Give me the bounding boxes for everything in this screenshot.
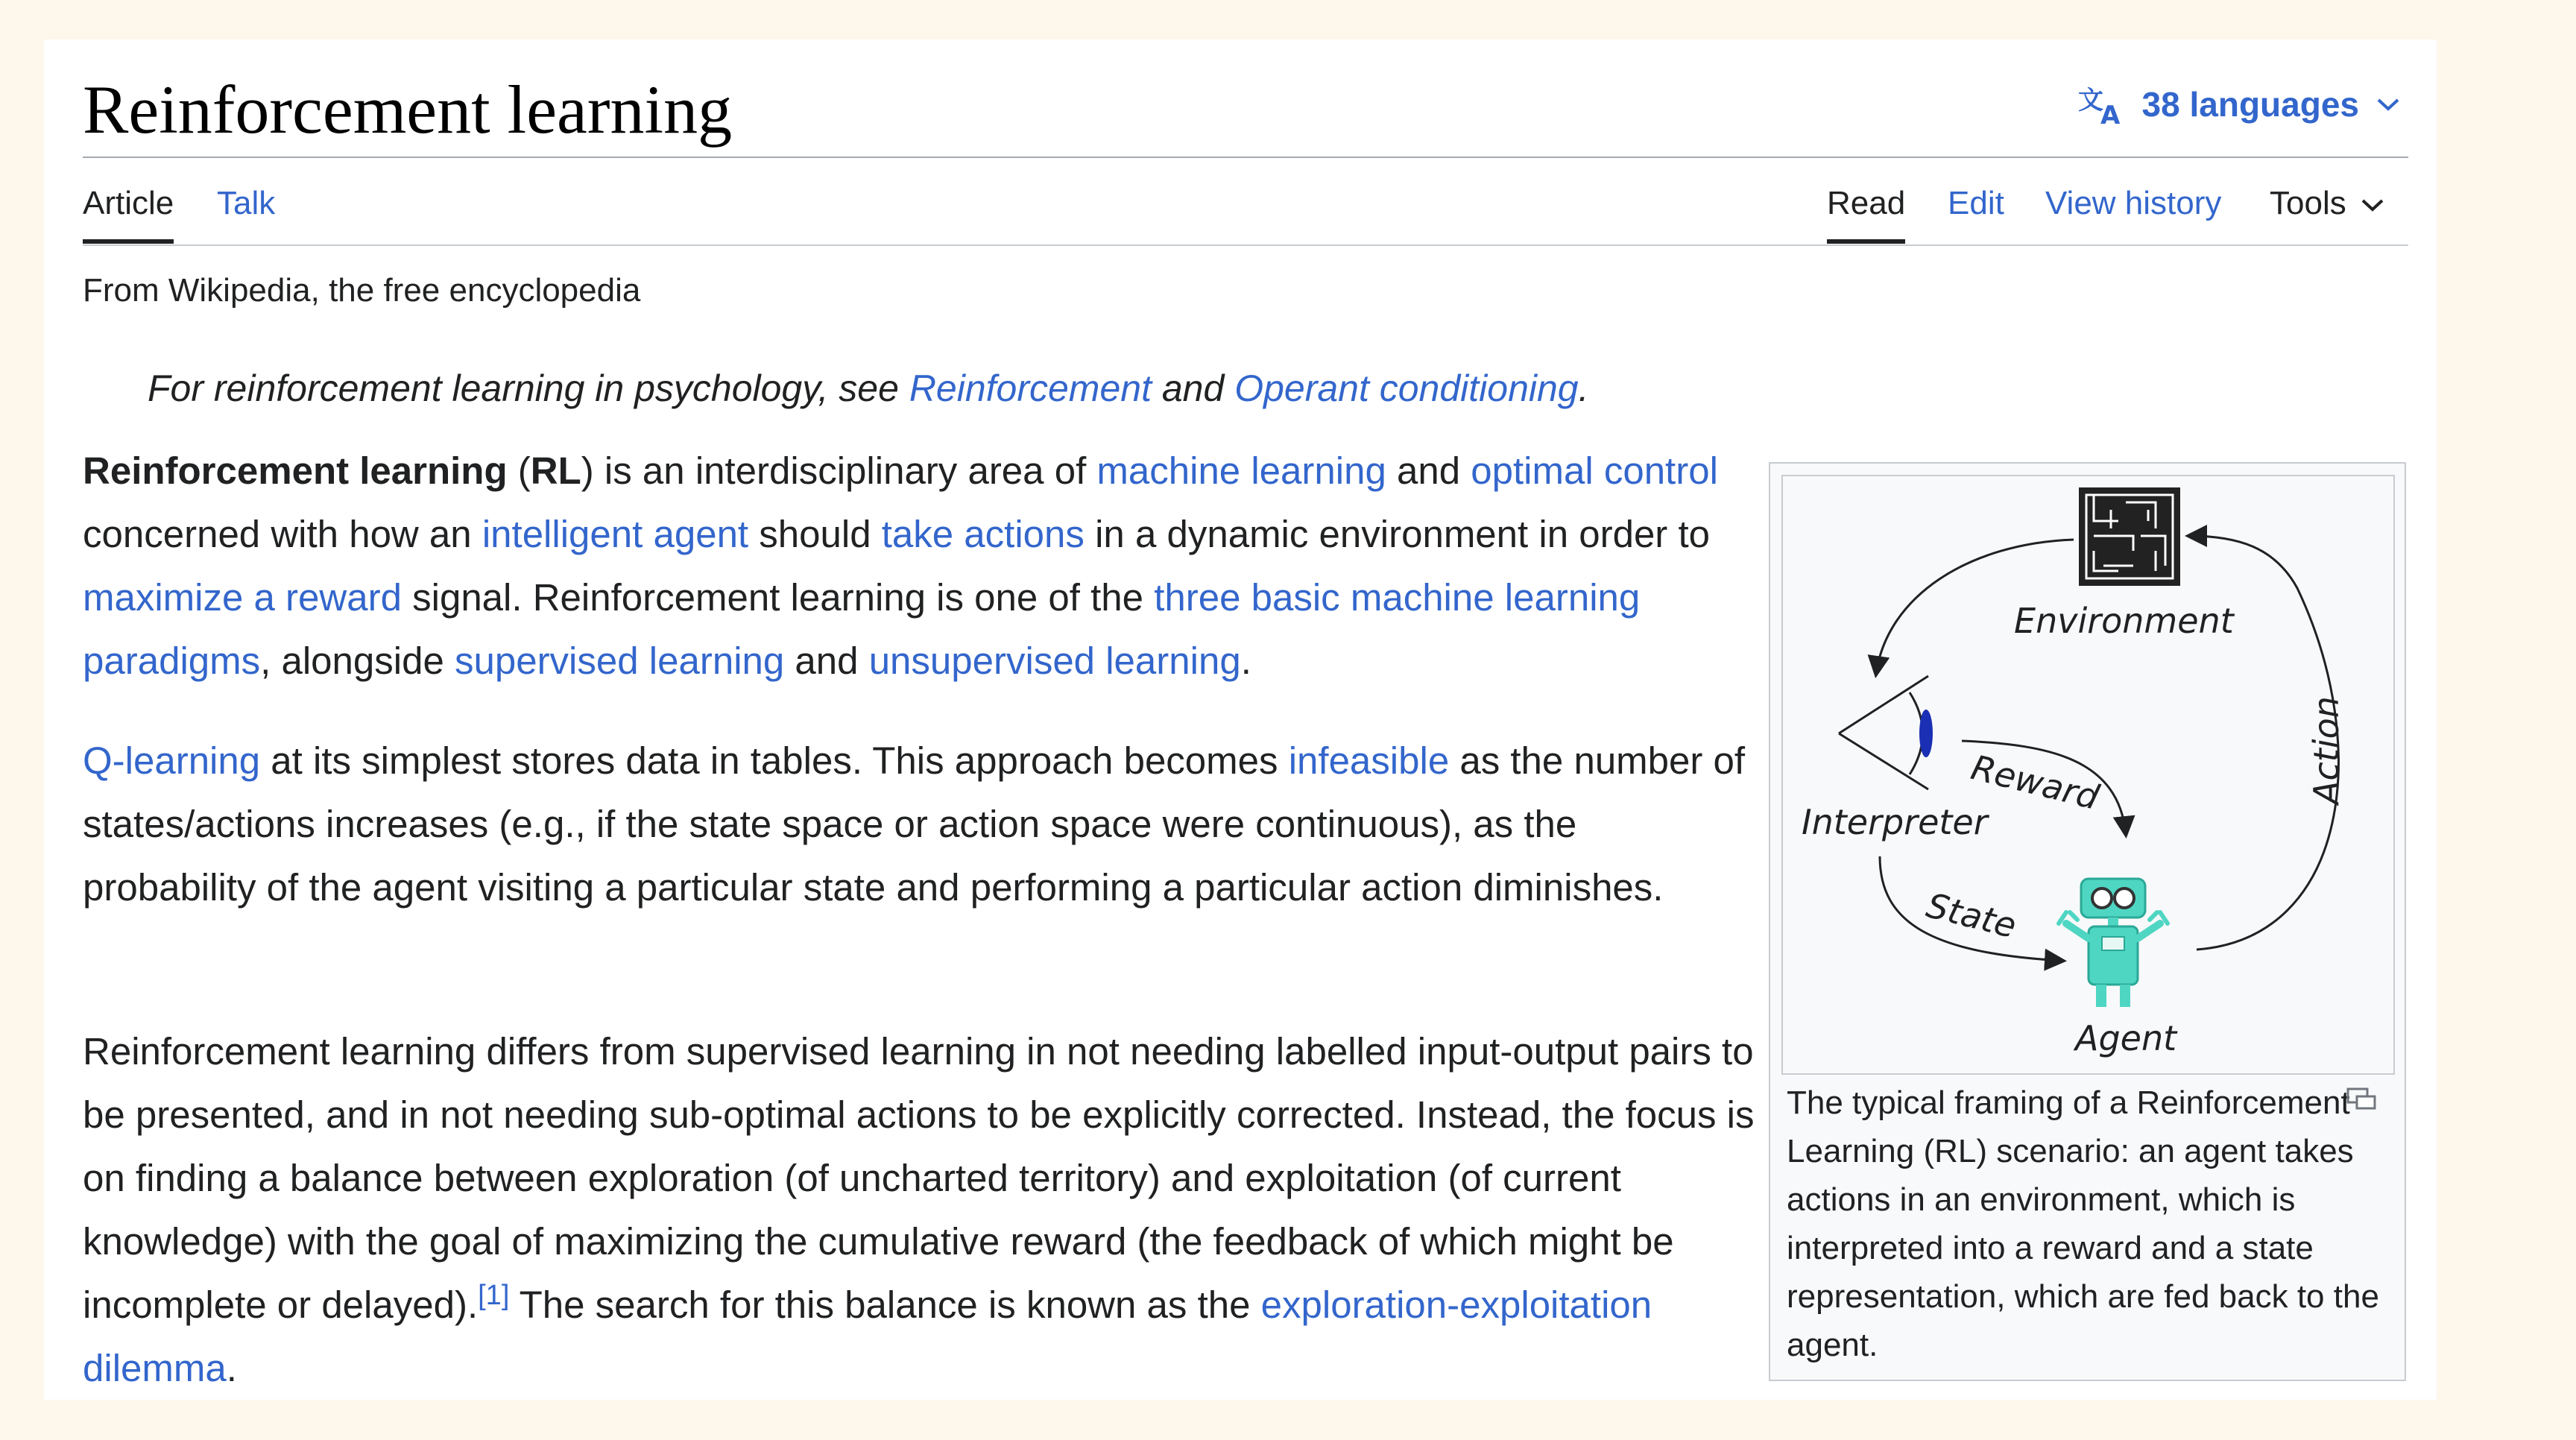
link-take-actions[interactable]: take actions: [881, 513, 1085, 555]
figure-box: [1769, 462, 2406, 1381]
text: .: [226, 1347, 237, 1389]
link-supervised-learning[interactable]: supervised learning: [454, 640, 785, 682]
text: and: [1386, 449, 1471, 492]
tab-talk[interactable]: Talk: [217, 185, 276, 221]
text: ) is an interdisciplinary area of: [581, 449, 1097, 492]
tab-view-history[interactable]: View history: [2045, 185, 2222, 221]
link-unsupervised-learning[interactable]: unsupervised learning: [868, 640, 1241, 682]
languages-button[interactable]: [2078, 83, 2401, 125]
site-tagline: From Wikipedia, the free encyclopedia: [83, 272, 641, 309]
text: The search for this balance is known as the: [509, 1283, 1261, 1326]
hatnote-text: For reinforcement learning in psychology, see: [148, 367, 909, 409]
link-optimal-control[interactable]: optimal control: [1471, 449, 1718, 492]
text: (: [507, 449, 531, 492]
translate-icon: [2078, 83, 2126, 125]
tab-edit[interactable]: Edit: [1948, 185, 2004, 221]
text: should: [748, 513, 882, 555]
label-state: State: [1922, 885, 2021, 947]
label-agent: Agent: [2075, 1018, 2177, 1058]
tab-article[interactable]: Article: [83, 183, 174, 244]
reference-1[interactable]: [1]: [478, 1280, 510, 1311]
environment-maze-icon: [2079, 487, 2180, 586]
hatnote-text: .: [1578, 367, 1589, 409]
bold-term: RL: [530, 449, 581, 492]
label-environment: Environment: [2014, 601, 2234, 641]
paragraph-exploration: [83, 1020, 1760, 1400]
label-action: Action: [2306, 696, 2346, 804]
text: in a dynamic environment in order to: [1084, 513, 1710, 555]
hatnote-text: and: [1151, 367, 1235, 409]
link-maximize-reward[interactable]: maximize a reward: [83, 576, 402, 619]
chevron-down-icon: [2375, 95, 2401, 113]
text: at its simplest stores data in tables. This approach becomes: [260, 739, 1289, 782]
label-interpreter: Interpreter: [1802, 802, 1988, 842]
languages-label: 38 languages: [2141, 85, 2359, 124]
enlarge-icon[interactable]: [2346, 1087, 2376, 1114]
agent-robot-icon: [2059, 879, 2168, 1007]
page-title: Reinforcement learning: [83, 72, 733, 148]
figure-caption: The typical framing of a Reinforcement Learning (RL) scenario: an agent takes actions in an environment, which is interpreted into a reward and a state representation, which are fed back to the agent.: [1787, 1084, 2379, 1363]
text: concerned with how an: [83, 513, 482, 555]
text: .: [1240, 640, 1251, 682]
bold-term: Reinforcement learning: [83, 449, 508, 492]
link-operant-conditioning[interactable]: Operant conditioning: [1234, 367, 1579, 409]
text: Reinforcement learning differs from supervised learning in not needing labelled input-output pairs to be presented, and in not needing sub-optimal actions to be explicitly corrected. Instead, the focus is on finding a balance between exploration (of uncharted territory) and exploitation (of current knowledge) with the goal of maximizing the cumulative reward (the feedback of which might be incomplete or delayed).: [83, 1030, 1755, 1326]
link-exploration-exploitation[interactable]: exploration-exploitation dilemma: [83, 1283, 1652, 1389]
tabs-divider: [83, 244, 2408, 246]
link-ml-paradigms[interactable]: three basic machine learning paradigms: [83, 576, 1641, 682]
paragraph-q-learning: [83, 729, 1760, 919]
chevron-down-icon: [2360, 183, 2385, 224]
svg-text:A: A: [2100, 101, 2120, 125]
label-reward: Reward: [1967, 747, 2103, 818]
rl-diagram[interactable]: [1781, 475, 2395, 1075]
link-machine-learning[interactable]: machine learning: [1096, 449, 1386, 492]
text: as the number of states/actions increases (e.g., if the state space or action space were continuous), as the probability of the agent visiting a particular state and performing a particular action diminishes.: [83, 739, 1746, 909]
hatnote: [148, 365, 1589, 411]
title-divider: [83, 157, 2408, 158]
text: signal. Reinforcement learning is one of the: [401, 576, 1155, 619]
link-reinforcement[interactable]: Reinforcement: [909, 367, 1152, 409]
tools-label: Tools: [2270, 185, 2346, 221]
paragraph-intro: [83, 439, 1760, 692]
tools-menu[interactable]: [2270, 183, 2385, 239]
text: , alongside: [260, 640, 455, 682]
text: and: [784, 640, 869, 682]
link-intelligent-agent[interactable]: intelligent agent: [482, 513, 749, 555]
tab-read[interactable]: Read: [1827, 183, 1905, 244]
svg-text:文: 文: [2077, 86, 2103, 116]
interpreter-eye-icon: [1839, 676, 1933, 789]
link-infeasible[interactable]: infeasible: [1288, 739, 1450, 782]
link-q-learning[interactable]: Q-learning: [83, 739, 261, 782]
